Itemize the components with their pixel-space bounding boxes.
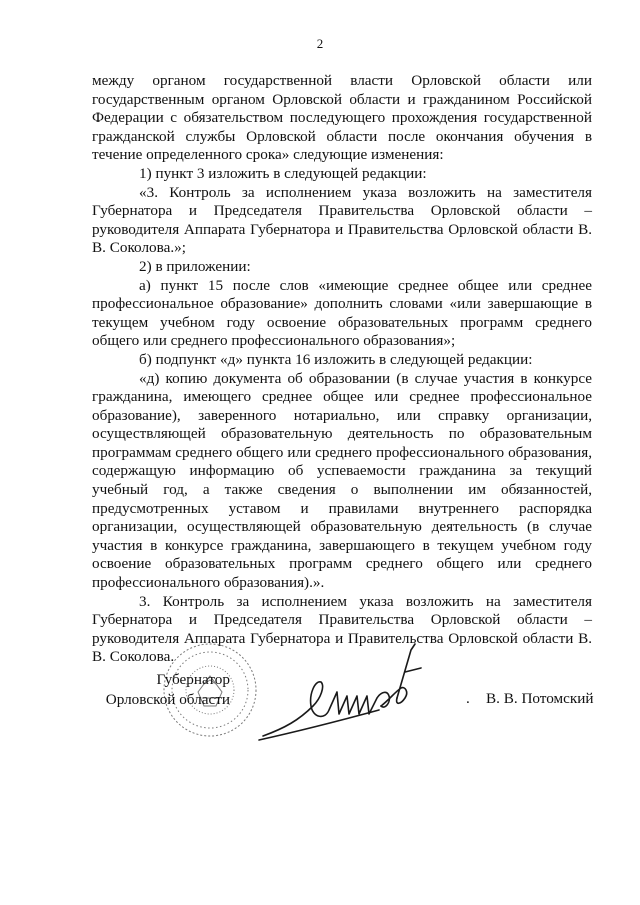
paragraph-item-2a: а) пункт 15 после слов «имеющие среднее общее или среднее профессиональное образование» дополнить словами «или завершающие в текущем учебном году освоение образовательных программ среднего общего или среднего профессионального образования»; (92, 276, 592, 350)
paragraph-intro-continuation: между органом государственной власти Орловской области или государственным органом Орловской области и гражданином Российской Федерации с обязательством последующего прохождения государственной гражданской службы Орловской области после окончания обучения в течение определенного срока» следующие изменения: (92, 72, 592, 164)
signer-title-line-1: Губернатор (156, 671, 230, 688)
signer-title-line-2: Орловской области (105, 691, 230, 708)
signature-separator: . (466, 690, 470, 707)
document-body (92, 72, 592, 667)
paragraph-item-2: 2) в приложении: (139, 257, 251, 275)
signer-name: В. В. Потомский (486, 690, 594, 707)
paragraph-item-1: 1) пункт 3 изложить в следующей редакции: (139, 164, 427, 182)
paragraph-item-2b-text: «д) копию документа об образовании (в случае участия в конкурсе гражданина, имеющего среднее общее или среднее профессиональное образование), заверенного нотариально, или справку организации, осуществляющей образовательную деятельность по образовательным программам среднего общего или среднего профессионального образования, содержащую информацию об успеваемости гражданина за текущий учебный год, а также сведения о выполнении им обязанностей, предусмотренных уставом и правилами внутреннего распорядка организации, осуществляющей образовательную деятельность (в случае участия в конкурсе гражданина, завершающего в текущем учебном году освоение образовательных программ среднего общего или среднего профессионального образования).». (92, 369, 592, 592)
handwritten-signature-icon (255, 640, 445, 750)
signer-title (106, 670, 230, 710)
paragraph-item-1-text: «3. Контроль за исполнением указа возложить на заместителя Губернатора и Председателя Правительства Орловской области – руководителя Аппарата Губернатора и Правительства Орловской области В. В. Соколова.»; (92, 183, 592, 257)
paragraph-item-2b: б) подпункт «д» пункта 16 изложить в следующей редакции: (139, 350, 533, 368)
paragraph-item-3: 3. Контроль за исполнением указа возложить на заместителя Губернатора и Председателя Правительства Орловской области – руководителя Аппарата Губернатора и Правительства Орловской области В. В. Соколова. (92, 592, 592, 666)
page-number: 2 (316, 36, 324, 51)
signature-block (0, 640, 640, 760)
